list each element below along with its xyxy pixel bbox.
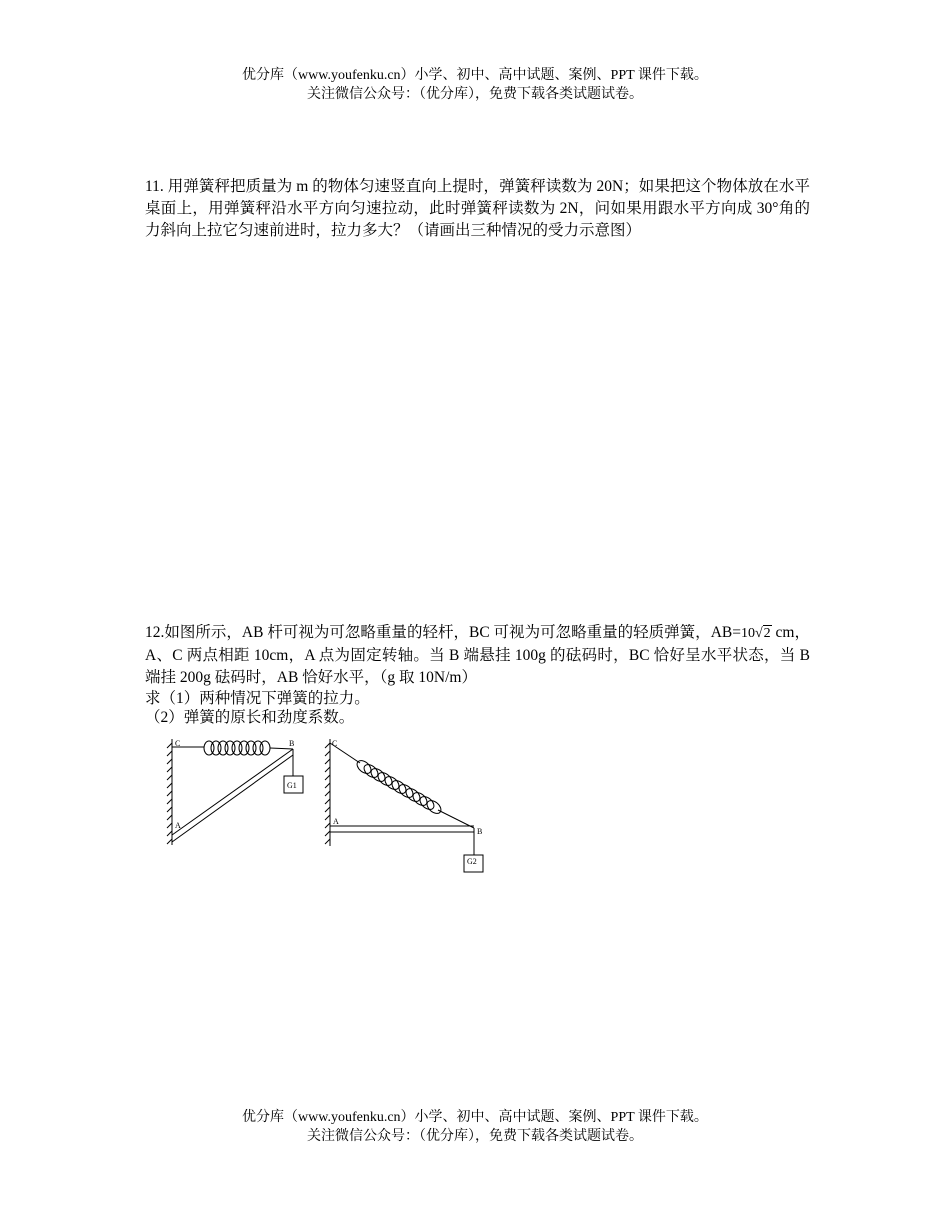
figure-1-spring-coils: [204, 741, 270, 755]
figure-1-rod-ab-edge: [172, 755, 293, 842]
figure-2: [318, 733, 493, 878]
footer-line-1: 优分库（www.youfenku.cn）小学、初中、高中试题、案例、PPT 课件下载。: [242, 1110, 708, 1125]
figure-2-wall-hatching: [325, 743, 330, 844]
figure-2-label-c: C: [332, 739, 338, 748]
question-12-part1: 12.如图所示，AB 杆可视为可忽略重量的轻杆，BC 可视为可忽略重量的轻质弹簧，AB=: [145, 624, 741, 641]
figure-2-label-g: G2: [467, 857, 477, 866]
figure-2-label-b: B: [477, 827, 483, 836]
footer-line-2: 关注微信公众号：（优分库），免费下载各类试题试卷。: [307, 1129, 643, 1144]
figure-1-label-c: C: [175, 739, 181, 748]
header-line-1: 优分库（www.youfenku.cn）小学、初中、高中试题、案例、PPT 课件下载。: [242, 68, 708, 83]
question-12-part2: cm，A、C 两点相距 10cm，A 点为固定转轴。当 B 端悬挂 100g 的砝码时，BC 恰好呈水平状态，当 B 端挂 200g 砝码时，AB 恰好水平，（g 取 10N/m）: [145, 624, 810, 686]
sqrt-radicand: 2: [763, 626, 771, 641]
figure-1-label-b: B: [289, 739, 295, 748]
figure-1-spring-lead-b: [270, 748, 293, 749]
sqrt-coefficient: 10: [740, 626, 755, 641]
question-11-text: 11. 用弹簧秤把质量为 m 的物体匀速竖直向上提时，弹簧秤读数为 20N；如果把这个物体放在水平桌面上，用弹簧秤沿水平方向匀速拉动，此时弹簧秤读数为 2N，问如果用跟水平方向成 30°角的力斜向上拉它匀速前进时，拉力多大？（请画出三种情况的受力示意图）: [145, 178, 810, 239]
figure-1-wall-hatching: [167, 743, 172, 844]
question-11: [145, 176, 810, 242]
figure-1-label-a: A: [175, 821, 181, 830]
figure-1: [160, 733, 310, 851]
figure-1-drawing: [160, 733, 310, 851]
figure-1-rod-ab: [172, 749, 293, 835]
question-12-stem: [145, 622, 810, 689]
figure-2-spring-lead-b: [438, 810, 474, 828]
figure-2-label-a: A: [333, 817, 339, 826]
question-12: [145, 622, 810, 727]
header-line-2: 关注微信公众号：（优分库），免费下载各类试题试卷。: [307, 87, 643, 102]
page-footer: [0, 1108, 950, 1146]
page-header: [0, 66, 950, 104]
figure-1-label-g: G1: [287, 781, 297, 790]
figure-2-drawing: [318, 733, 493, 878]
figure-2-spring-coils: [355, 758, 444, 816]
question-12-ask-2: （2）弹簧的原长和劲度系数。: [145, 709, 355, 726]
sqrt-expression: 10√2: [740, 626, 771, 641]
question-12-ask-1: 求（1）两种情况下弹簧的拉力。: [145, 690, 370, 707]
